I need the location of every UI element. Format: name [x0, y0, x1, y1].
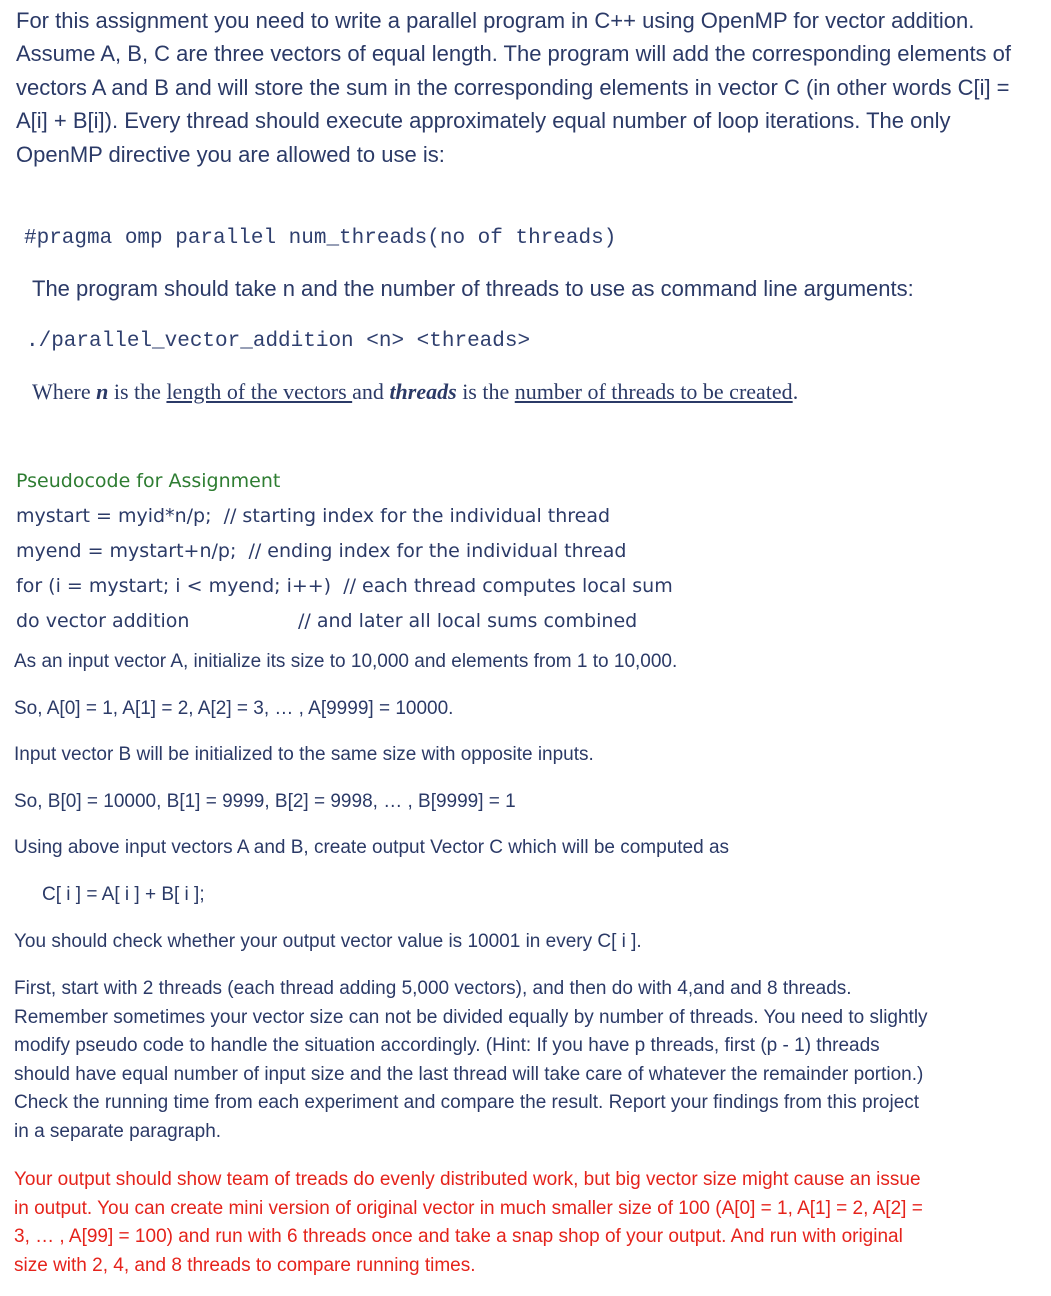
pseudocode-comment: // ending index for the individual thread: [248, 540, 627, 562]
where-text: Where: [32, 379, 97, 404]
pragma-directive: #pragma omp parallel num_threads(no of threads): [24, 227, 617, 250]
where-text: .: [792, 379, 799, 404]
where-sentence: [32, 377, 798, 407]
pseudocode-code: myend = mystart+n/p;: [16, 540, 249, 562]
paragraph-vector-a: As an input vector A, initialize its size to 10,000 and elements from 1 to 10,000.: [14, 651, 678, 672]
where-underlined-threads: number of threads to be created: [514, 379, 793, 404]
paragraph-instructions: First, start with 2 threads (each thread adding 5,000 vectors), and then do with 4,and and 8 threads. Remember sometimes your vector size can not be divided equally by number of threads. You need to slightly modify pseudo code to handle the situation accordingly. (Hint: If you have p threads, first (p - 1) threads should have equal number of input size and the last thread will take care of whatever the remainder portion.) Check the running time from each experiment and compare the result. Report your findings from this project in a separate paragraph.: [14, 978, 928, 1142]
paragraph-vector-b-example: So, B[0] = 10000, B[1] = 9999, B[2] = 9998, … , B[9999] = 1: [14, 791, 516, 812]
paragraph-check: You should check whether your output vector value is 10001 in every C[ i ].: [14, 931, 642, 952]
paragraph-vector-b: Input vector B will be initialized to the same size with opposite inputs.: [14, 744, 594, 765]
pseudocode-title: Pseudocode for Assignment: [16, 470, 281, 492]
pseudocode-line: [16, 499, 916, 534]
pseudocode-line: [16, 604, 916, 639]
where-text: is the: [456, 379, 515, 404]
assignment-intro: For this assignment you need to write a parallel program in C++ using OpenMP for vector addition. Assume A, B, C are three vectors of equal length. The program will add the corresponding elements of vectors A and B and will store the sum in the corresponding elements in vector C (in other words C[i] = A[i] + B[i]). Every thread should execute approximately equal number of loop iterations. The only OpenMP directive you are allowed to use is:: [16, 8, 1012, 167]
paragraph-output-note: Your output should show team of treads do evenly distributed work, but big vector size might cause an issue in output. You can create mini version of original vector in much smaller size of 100 (A[0] = 1, A[1] = 2, A[2] = 3, … , A[99] = 100) and run with 6 threads once and take a snap shop of your output. And run with original size with 2, 4, and 8 threads to compare running times.: [14, 1169, 923, 1276]
args-sentence: The program should take n and the number of threads to use as command line arguments:: [32, 276, 914, 301]
where-text: is the: [108, 379, 167, 404]
where-underlined-length: length of the vectors: [166, 379, 353, 404]
where-text: and: [352, 379, 390, 404]
where-n: n: [96, 379, 109, 404]
pseudocode-code: for (i = mystart; i < myend; i++): [16, 575, 344, 597]
pseudocode-line: [16, 569, 916, 604]
formula: C[ i ] = A[ i ] + B[ i ];: [42, 884, 205, 905]
pseudocode-code: mystart = myid*n/p;: [16, 505, 224, 527]
pseudocode-code: do vector addition: [16, 610, 190, 632]
command-line-usage: ./parallel_vector_addition <n> <threads>: [26, 330, 531, 353]
where-threads: threads: [389, 379, 457, 404]
pseudocode-block: [16, 464, 916, 639]
paragraph-vector-a-example: So, A[0] = 1, A[1] = 2, A[2] = 3, … , A[9999] = 10000.: [14, 698, 454, 719]
pseudocode-comment: // starting index for the individual thread: [223, 505, 611, 527]
pseudocode-line: [16, 534, 916, 569]
pseudocode-comment: // each thread computes local sum: [343, 575, 673, 597]
paragraph-vector-c: Using above input vectors A and B, create output Vector C which will be computed as: [14, 837, 730, 858]
pseudocode-comment: // and later all local sums combined: [298, 610, 638, 632]
